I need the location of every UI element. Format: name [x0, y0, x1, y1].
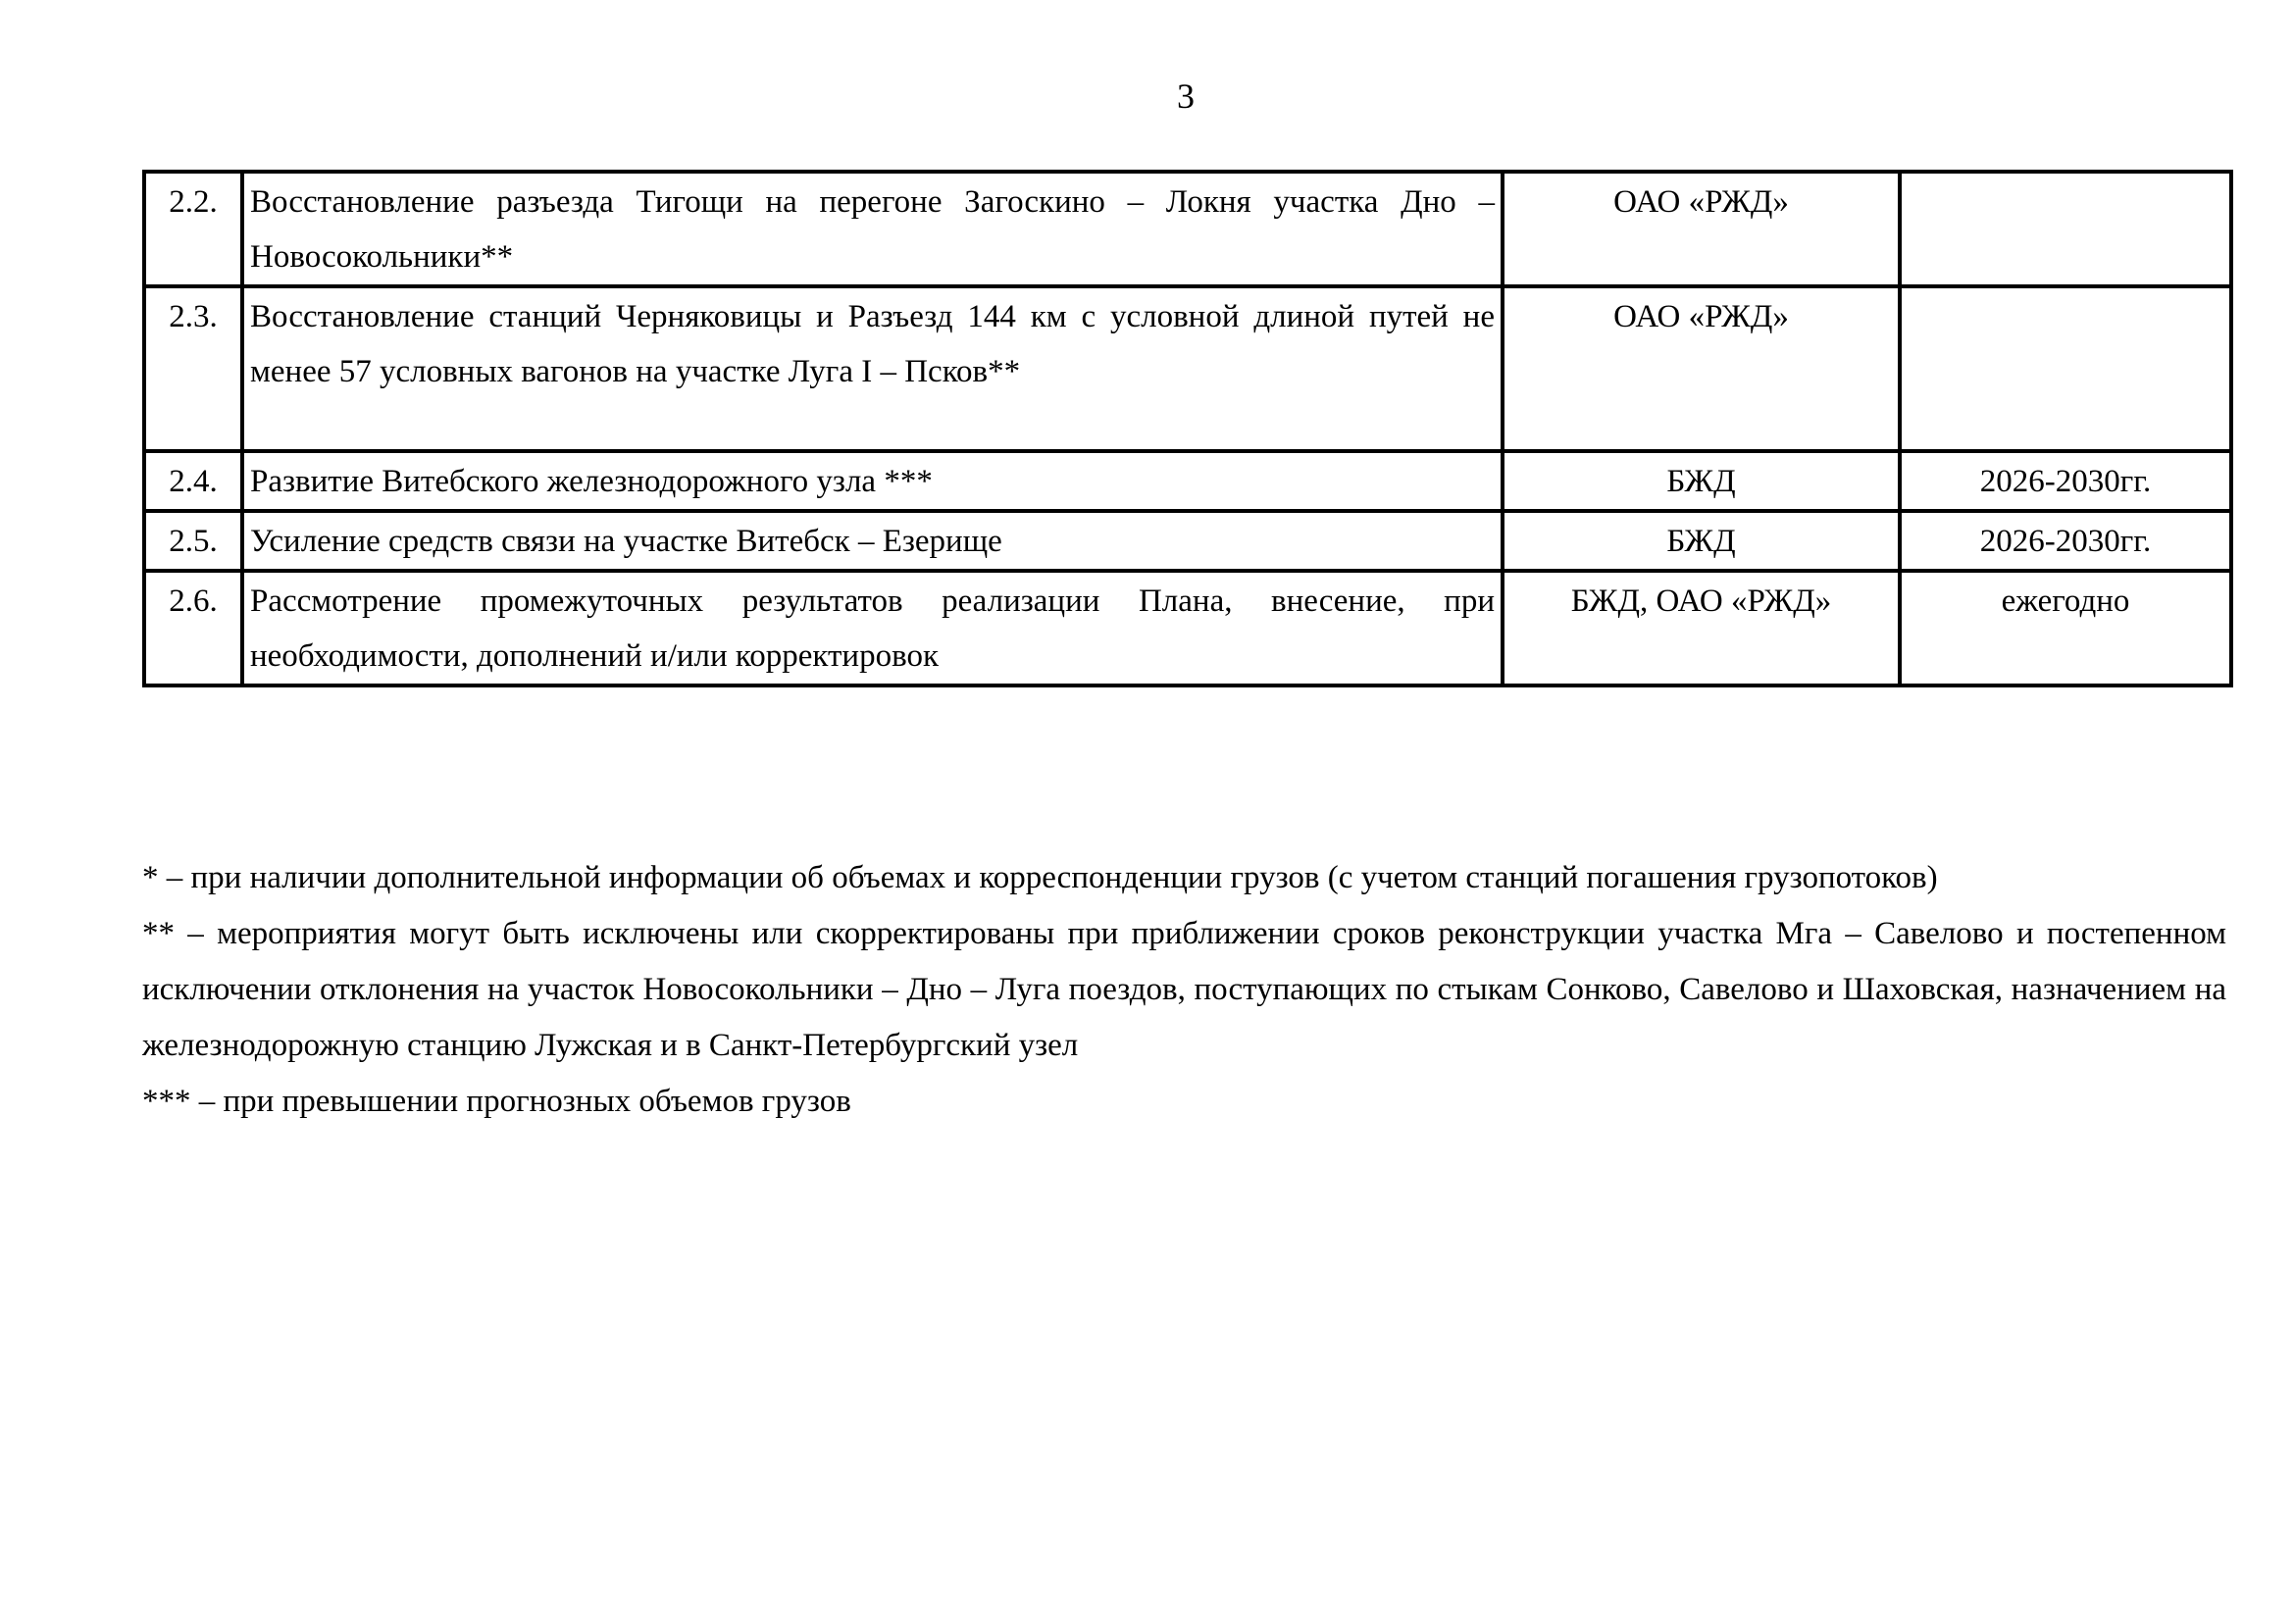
footnote-double-asterisk: ** – мероприятия могут быть исключены или скорректированы при приближении сроков реконструкции участка Мга – Савелово и постепенном исключении отклонения на участок Новосокольники – Дно – Луга поездов, поступающих по стыкам Сонково, Савелово и Шаховская, назначением на железнодорожную станцию Лужская и в Санкт-Петербургский узел — [142, 916, 2226, 1063]
measures-table — [142, 170, 2233, 687]
row-description-cell: Рассмотрение промежуточных результатов реализации Плана, внесение, при необходимости, дополнений и/или корректировок — [242, 571, 1503, 685]
footnotes-block — [142, 850, 2226, 1130]
row-organization-cell: ОАО «РЖД» — [1503, 286, 1900, 451]
row-organization-cell: БЖД, ОАО «РЖД» — [1503, 571, 1900, 685]
row-number-cell: 2.3. — [144, 286, 242, 451]
row-number-cell: 2.4. — [144, 451, 242, 511]
row-dates-cell — [1900, 286, 2231, 451]
table-row — [144, 286, 2231, 451]
row-dates-cell: 2026-2030гг. — [1900, 511, 2231, 571]
table-row — [144, 511, 2231, 571]
row-organization-cell: БЖД — [1503, 451, 1900, 511]
page-number: 3 — [1177, 76, 1195, 116]
table-row — [144, 451, 2231, 511]
footnote-triple-asterisk: *** – при превышении прогнозных объемов грузов — [142, 1084, 851, 1119]
page-content — [142, 0, 2229, 1130]
row-description-cell: Восстановление станций Черняковицы и Разъезд 144 км с условной длиной путей не менее 57 условных вагонов на участке Луга I – Псков** — [242, 286, 1503, 451]
row-description-cell: Усиление средств связи на участке Витебск – Езерище — [242, 511, 1503, 571]
row-number-cell: 2.2. — [144, 172, 242, 286]
row-dates-cell: ежегодно — [1900, 571, 2231, 685]
row-number-cell: 2.5. — [144, 511, 242, 571]
row-organization-cell: ОАО «РЖД» — [1503, 172, 1900, 286]
table-row — [144, 571, 2231, 685]
row-number-cell: 2.6. — [144, 571, 242, 685]
row-description-cell: Развитие Витебского железнодорожного узла *** — [242, 451, 1503, 511]
row-dates-cell — [1900, 172, 2231, 286]
row-organization-cell: БЖД — [1503, 511, 1900, 571]
table-row — [144, 172, 2231, 286]
footnote-single-asterisk: * – при наличии дополнительной информации об объемах и корреспонденции грузов (с учетом станций погашения грузопотоков) — [142, 860, 1938, 895]
row-dates-cell: 2026-2030гг. — [1900, 451, 2231, 511]
row-description-cell: Восстановление разъезда Тигощи на перегоне Загоскино – Локня участка Дно – Новосокольники** — [242, 172, 1503, 286]
